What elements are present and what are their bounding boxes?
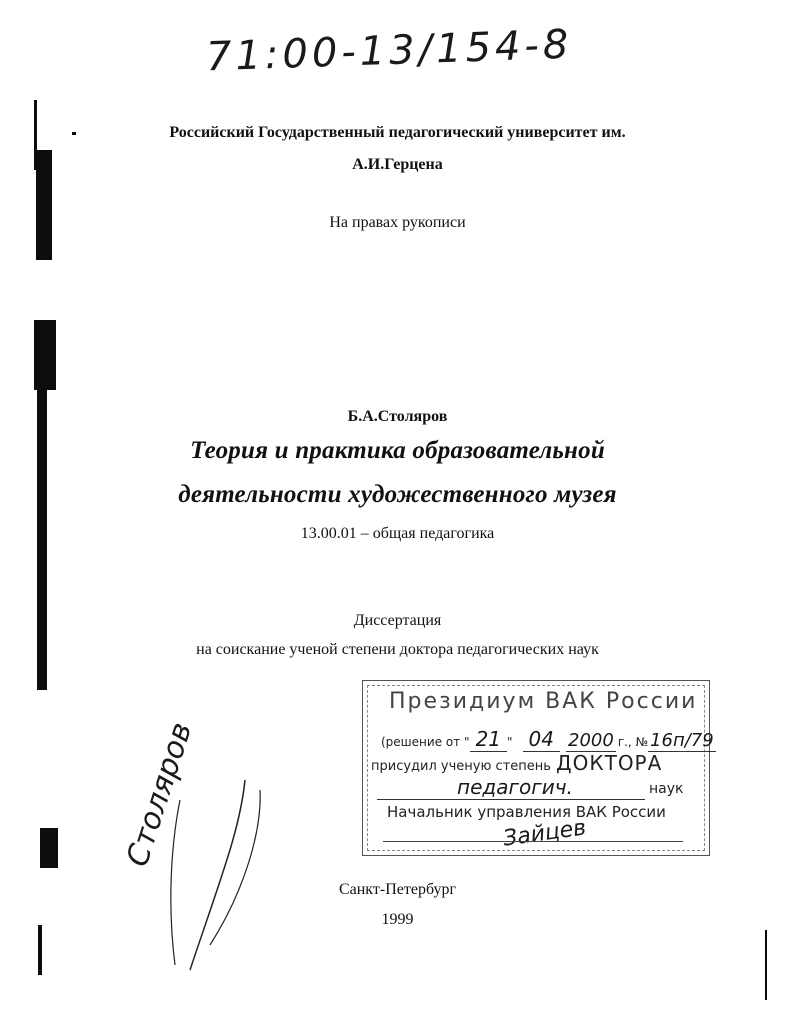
degree-purpose: на соискание ученой степени доктора педагогических наук [196, 641, 599, 658]
dissertation-title-cont: деятельности художественного музея [178, 481, 617, 508]
stamp-head-title: Начальник управления ВАК России [387, 803, 666, 821]
stamp-decision-prefix: (решение от " [381, 735, 470, 749]
scan-edge-artifact [765, 930, 767, 1000]
stamp-signature-line [383, 841, 683, 842]
archive-number: 71:00-13/154-8 [205, 21, 574, 81]
institution-name-cont: А.И.Герцена [352, 156, 443, 173]
stamp-decision-year: 2000 [568, 730, 614, 751]
stamp-field-underline [377, 799, 645, 800]
author-signature: Столяров [120, 718, 200, 871]
stamp-header: Президиум ВАК России [389, 689, 698, 714]
signature-stroke [190, 780, 245, 970]
city: Санкт-Петербург [338, 881, 457, 898]
stamp-decision-number: 16п/79 [650, 730, 714, 751]
institution-name: Российский Государственный педагогический университет им. [169, 124, 626, 141]
manuscript-note: На правах рукописи [329, 214, 466, 231]
vak-stamp [362, 680, 714, 856]
stamp-field: педагогич. [457, 775, 573, 799]
stamp-sciences: наук [649, 781, 684, 797]
work-type: Диссертация [353, 612, 442, 629]
scan-edge-artifact [38, 925, 42, 975]
year: 1999 [381, 911, 414, 928]
stamp-decision-suffix: г., № [617, 735, 649, 749]
scan-edge-artifact [34, 320, 56, 390]
stamp-decision-day: 21 [470, 727, 507, 752]
author-name: Б.А.Столяров [347, 408, 448, 425]
stamp-degree: ДОКТОРА [556, 751, 663, 775]
specialty-code: 13.00.01 – общая педагогика [300, 525, 495, 542]
stamp-awarded-line [371, 751, 662, 775]
scan-edge-artifact [40, 828, 58, 868]
stamp-decision-line [381, 727, 716, 751]
dissertation-title: Теория и практика образовательной [190, 437, 605, 464]
signature-strokes [150, 770, 280, 980]
stamp-awarded-label: присудил ученую степень [371, 759, 551, 774]
stamp-decision-sep: " [507, 735, 513, 749]
stamp-decision-month: 04 [523, 727, 560, 752]
stamp-signature: Зайцев [501, 815, 588, 852]
